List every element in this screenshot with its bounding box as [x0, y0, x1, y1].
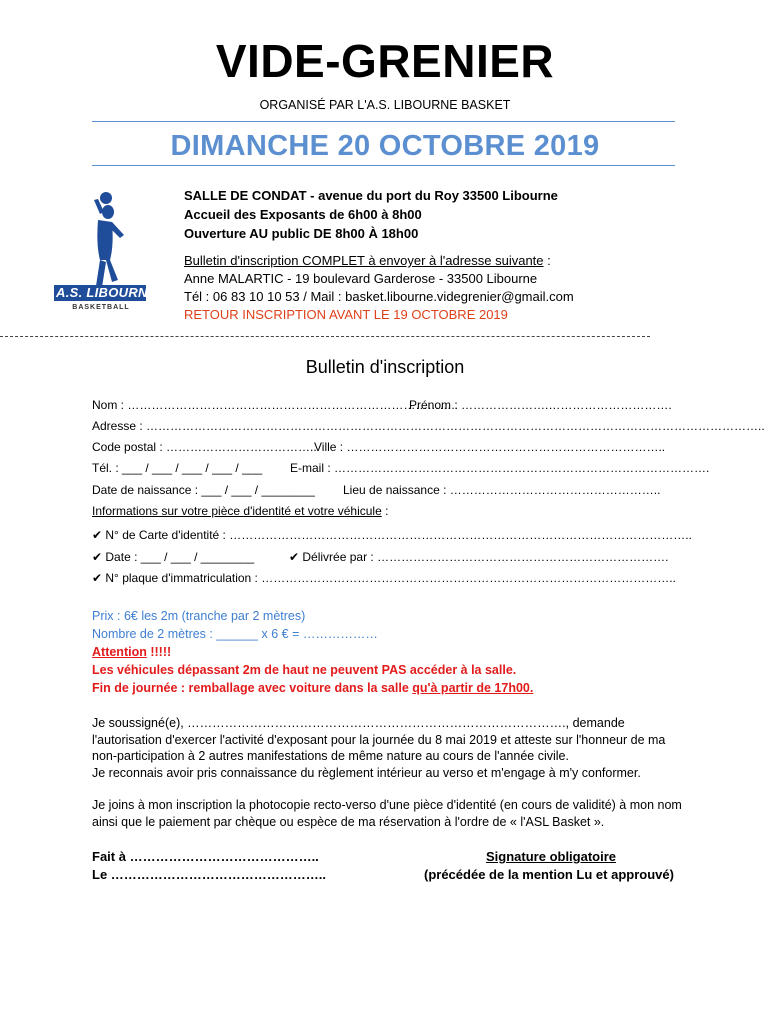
signature-title: Signature obligatoire: [486, 849, 617, 864]
contact-phone-mail: Tél : 06 83 10 10 53 / Mail : basket.libourne.videgrenier@gmail.com: [184, 289, 574, 304]
page-title: VIDE-GRENIER: [215, 35, 555, 87]
field-date-naissance[interactable]: Date de naissance : ___ / ___ / ________: [92, 483, 315, 497]
field-adresse[interactable]: Adresse : ………………………………………………………………………………………………………………………………………..: [92, 419, 765, 433]
field-delivree-par[interactable]: ✔ Délivrée par : ……………………………………………………………….: [289, 550, 669, 564]
divider-bottom: [92, 165, 675, 166]
attention-label: Attention !!!!!: [92, 645, 172, 659]
field-email[interactable]: E-mail : ………………………………………………………………………………….: [290, 461, 710, 475]
declaration-paragraph: Je soussigné(e), ………………………………………………………………………………., demande l'autorisation d'exercer l'activité d'exposant pour la journée du 8 mai 2019 et atteste sur l'honneur de ma non-participation à 2 autres manifestations de même nature au cours de l'année civile.: [92, 716, 666, 763]
exhibitor-hours: Accueil des Exposants de 6h00 à 8h00: [184, 207, 422, 222]
contact-address: Anne MALARTIC - 19 boulevard Garderose - 33500 Libourne: [184, 271, 538, 286]
logo-text: A.S. LIBOURNE: [56, 285, 157, 300]
logo-subtext: BASKETBALL: [72, 304, 130, 311]
contact-intro: Bulletin d'inscription COMPLET à envoyer à l'adresse suivante :: [184, 253, 551, 268]
field-date-id[interactable]: ✔ Date : ___ / ___ / ________: [92, 550, 255, 564]
reglement-paragraph: Je reconnais avoir pris connaissance du règlement intérieur au verso et m'engage à m'y conformer.: [92, 766, 641, 780]
signature-note: (précédée de la mention Lu et approuvé): [424, 867, 674, 882]
warning-end-of-day: Fin de journée : remballage avec voiture dans la salle qu'à partir de 17h00.: [92, 681, 534, 695]
venue-address: SALLE DE CONDAT - avenue du port du Roy 33500 Libourne: [184, 188, 558, 203]
field-nom[interactable]: Nom : ………………………………………………………………………..: [92, 398, 459, 412]
warning-height: Les véhicules dépassant 2m de haut ne peuvent PAS accéder à la salle.: [92, 663, 517, 677]
field-date-le[interactable]: Le …………………………………………..: [92, 867, 327, 882]
field-carte-identite[interactable]: ✔ N° de Carte d'identité : ……………………………………………………………………………………………………..: [92, 528, 692, 542]
field-lieu-naissance[interactable]: Lieu de naissance : ……………………………………………..: [343, 483, 661, 497]
field-code-postal[interactable]: Code postal : ………………………………..: [92, 440, 317, 454]
club-logo: [52, 190, 157, 320]
field-fait-a[interactable]: Fait à ……………………………………..: [92, 849, 319, 864]
event-date: DIMANCHE 20 OCTOBRE 2019: [170, 130, 600, 162]
cut-line: [0, 336, 650, 337]
price-info: Prix : 6€ les 2m (tranche par 2 mètres): [92, 609, 306, 623]
field-ville[interactable]: Ville : ……………………………………………………………………..: [314, 440, 666, 454]
deadline-notice: RETOUR INSCRIPTION AVANT LE 19 OCTOBRE 2019: [184, 307, 508, 322]
field-prenom[interactable]: Prénom : ………………….………………………….: [409, 398, 672, 412]
basketball-player-icon: [52, 190, 157, 320]
organizer-subtitle: ORGANISÉ PAR L'A.S. LIBOURNE BASKET: [259, 98, 511, 112]
pieces-jointes-paragraph: Je joins à mon inscription la photocopie recto-verso d'une pièce d'identité (en cours de validité) à mon nom ainsi que le paiement par chèque ou espèce de ma réservation à l'ordre de « l'ASL Basket ».: [92, 798, 682, 829]
field-tel[interactable]: Tél. : ___ / ___ / ___ / ___ / ___: [92, 461, 263, 475]
public-hours: Ouverture AU public DE 8h00 À 18h00: [184, 226, 419, 241]
form-title: Bulletin d'inscription: [305, 357, 465, 377]
field-plaque[interactable]: ✔ N° plaque d'immatriculation : …………………………………………………………………………………………..: [92, 571, 676, 585]
field-nombre-metres[interactable]: Nombre de 2 mètres : ______ x 6 € = ………………: [92, 627, 378, 641]
divider-top: [92, 121, 675, 122]
id-section-heading: Informations sur votre pièce d'identité et votre véhicule :: [92, 504, 389, 518]
